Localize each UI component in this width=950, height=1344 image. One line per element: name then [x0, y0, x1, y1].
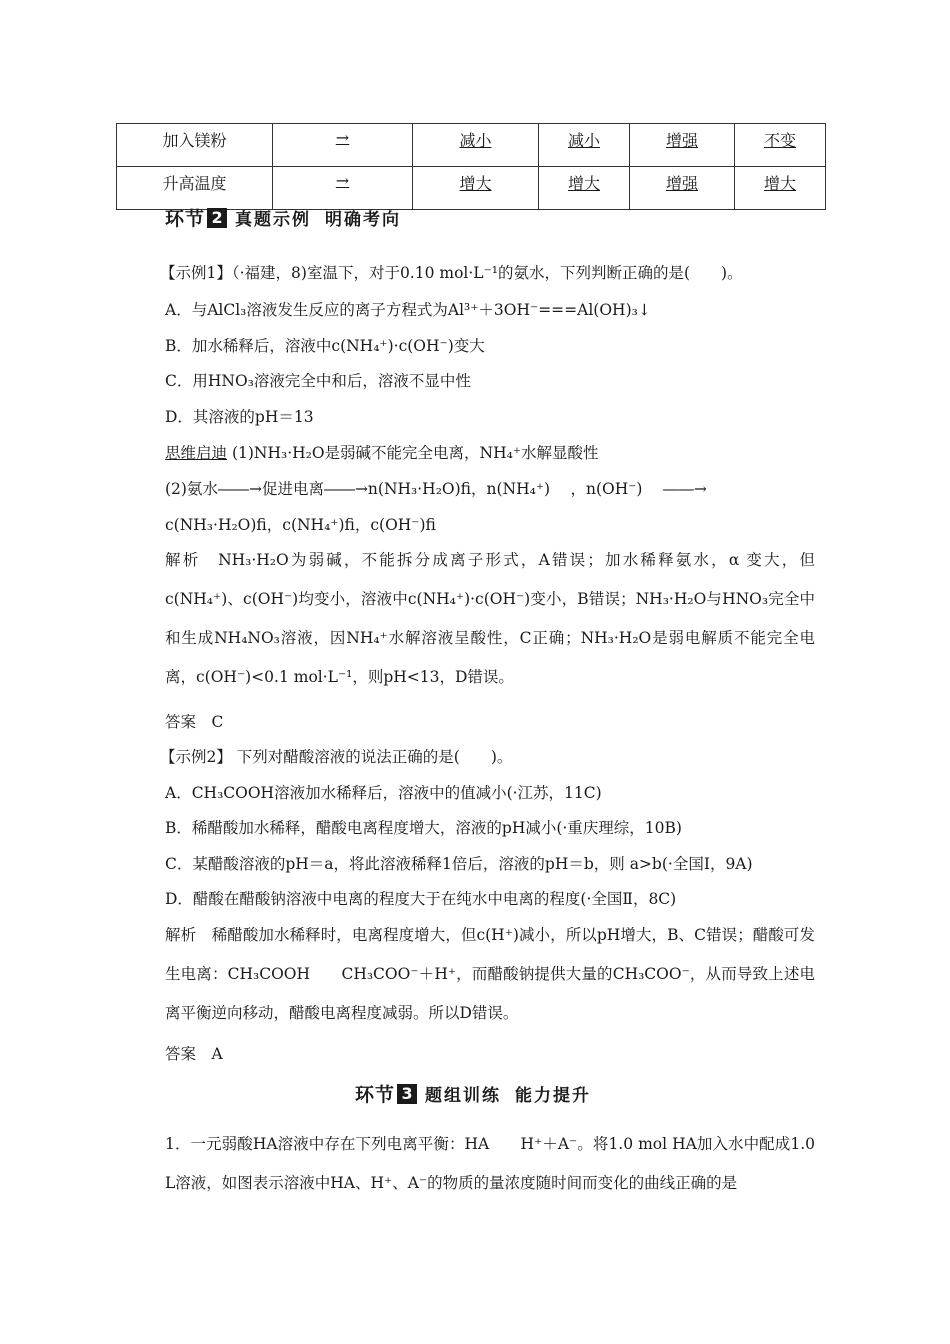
- example-1-analysis: 解析 NH₃·H₂O为弱碱，不能拆分成离子形式，A错误；加水稀释氨水，α 变大，但c(NH₄⁺)、c(OH⁻)均变小，溶液中c(NH₄⁺)·c(OH⁻)变小，B错误；NH₃·H₂O与HNO₃完全中和生成NH₄NO₃溶液，因NH₄⁺水解溶液呈酸性，C正确；NH₃·H₂O是弱电解质不能完全电离，c(OH⁻)<0.1 mol·L⁻¹，则pH<13，D错误。: [165, 551, 815, 686]
- example-2-answer: 答案 A: [165, 1045, 223, 1063]
- table-cell: 减小: [539, 124, 630, 167]
- section-number-badge: 3: [397, 1084, 417, 1104]
- table-cell: 不变: [735, 124, 826, 167]
- section-subtitle: 明确考向: [325, 210, 402, 230]
- row-label: 升高温度: [117, 167, 273, 210]
- hint-label: 思维启迪: [165, 444, 228, 462]
- table-cell: 增大: [539, 167, 630, 210]
- table-row: [117, 124, 826, 167]
- table-cell: →: [273, 167, 413, 210]
- table-cell: 增大: [413, 167, 539, 210]
- option-b: B．稀醋酸加水稀释，醋酸电离程度增大，溶液的pH减小(·重庆理综，10B): [165, 819, 682, 837]
- table-cell: 增大: [735, 167, 826, 210]
- option-d: D．醋酸在醋酸钠溶液中电离的程度大于在纯水中电离的程度(·全国Ⅱ，8C): [165, 890, 677, 908]
- data-table: [116, 123, 826, 210]
- table-cell: 增强: [630, 124, 735, 167]
- table-cell: 减小: [413, 124, 539, 167]
- hint-text: (1)NH₃·H₂O是弱碱不能完全电离，NH₄⁺水解显酸性: [227, 444, 599, 462]
- example-2-title: 【示例2】 下列对醋酸溶液的说法正确的是( )。: [160, 748, 513, 766]
- section-number-badge: 2: [207, 208, 227, 228]
- table-cell: 增强: [630, 167, 735, 210]
- section-prefix: 环节: [355, 1084, 396, 1106]
- hint-line-3: c(NH₃·H₂O)ﬁ，c(NH₄⁺)ﬁ，c(OH⁻)ﬁ: [165, 516, 436, 534]
- row-label: 加入镁粉: [117, 124, 273, 167]
- option-b: B．加水稀释后，溶液中c(NH₄⁺)·c(OH⁻)变大: [165, 337, 485, 355]
- section-heading-3: [355, 1080, 591, 1107]
- example-2-analysis: 解析 稀醋酸加水稀释时，电离程度增大，但c(H⁺)减小，所以pH增大，B、C错误；醋酸可发生电离：CH₃COOH CH₃COO⁻＋H⁺，而醋酸钠提供大量的CH₃COO⁻，从而导致上述电离平衡逆向移动，醋酸电离程度减弱。所以D错误。: [165, 926, 815, 1022]
- section-prefix: 环节: [165, 208, 206, 230]
- section-heading-2: [165, 204, 401, 231]
- option-c: C．某醋酸溶液的pH＝a，将此溶液稀释1倍后，溶液的pH＝b，则 a>b(·全国Ⅰ，9A): [165, 855, 753, 873]
- option-a: A．CH₃COOH溶液加水稀释后，溶液中的值减小(·江苏，11C): [165, 784, 602, 802]
- hint-line-1: [165, 442, 599, 464]
- option-a: A．与AlCl₃溶液发生反应的离子方程式为Al³⁺＋3OH⁻===Al(OH)₃↓: [165, 301, 651, 319]
- table-cell: →: [273, 124, 413, 167]
- section-title: 题组训练: [425, 1086, 502, 1106]
- example-1-title: 【示例1】（·福建，8)室温下，对于0.10 mol·L⁻¹的氨水，下列判断正确的是( )。: [160, 264, 743, 282]
- option-c: C．用HNO₃溶液完全中和后，溶液不显中性: [165, 372, 471, 390]
- question-1-text: 1．一元弱酸HA溶液中存在下列电离平衡：HA H⁺＋A⁻。将1.0 mol HA加入水中配成1.0 L溶液，如图表示溶液中HA、H⁺、A⁻的物质的量浓度随时间而变化的曲线正确的是: [165, 1135, 815, 1192]
- option-d: D．其溶液的pH＝13: [165, 408, 314, 426]
- example-1-answer: 答案 C: [165, 713, 224, 731]
- section-title: 真题示例: [235, 210, 312, 230]
- section-subtitle: 能力提升: [515, 1086, 592, 1106]
- hint-line-2: (2)氨水――→促进电离――→n(NH₃·H₂O)ﬁ，n(NH₄⁺) ，n(OH⁻) ――→: [165, 480, 707, 498]
